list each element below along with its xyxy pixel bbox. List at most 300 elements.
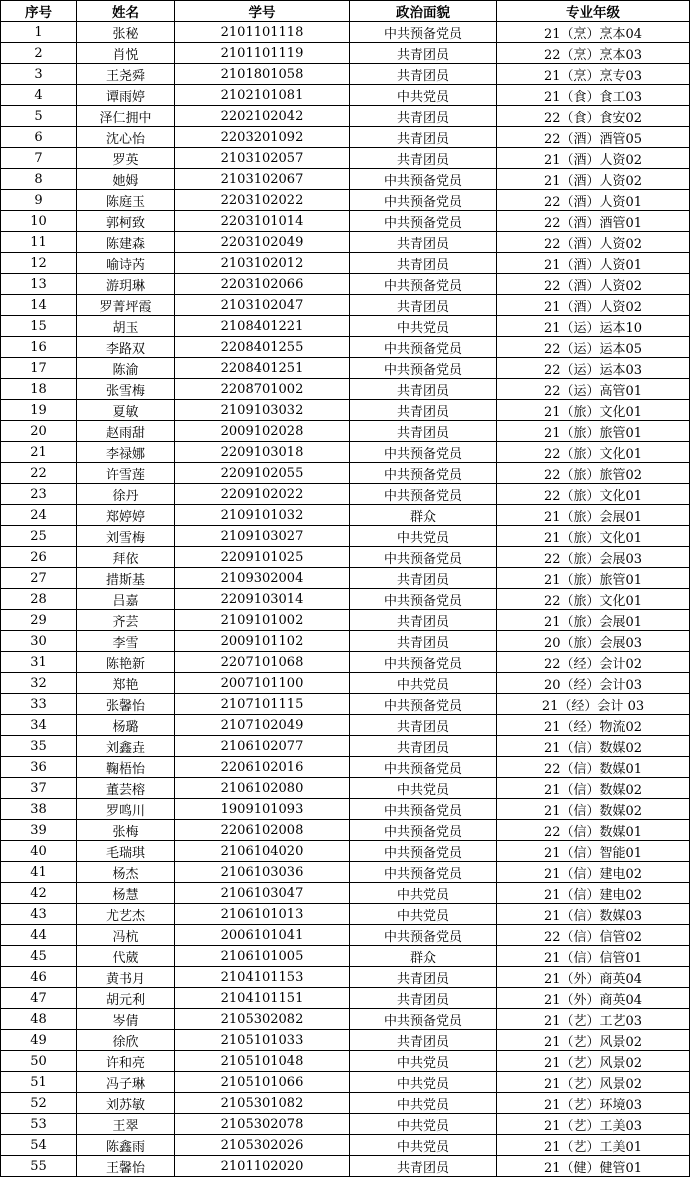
cell-student-id: 2208401255 [175,337,350,358]
cell-student-id: 2203102022 [175,190,350,211]
cell-name: 冯杭 [77,925,175,946]
table-row [1,85,690,106]
cell-name: 游玥琳 [77,274,175,295]
cell-name: 李禄娜 [77,442,175,463]
cell-name: 毛瑞琪 [77,841,175,862]
cell-index: 29 [1,610,77,631]
cell-student-id: 2101102020 [175,1156,350,1177]
cell-major-grade: 21（信）数媒02 [497,778,690,799]
cell-political-status: 共青团员 [350,631,497,652]
cell-index: 2 [1,43,77,64]
cell-student-id: 2105301082 [175,1093,350,1114]
cell-student-id: 2101101119 [175,43,350,64]
table-row [1,232,690,253]
cell-index: 3 [1,64,77,85]
cell-name: 她姆 [77,169,175,190]
cell-index: 21 [1,442,77,463]
cell-index: 4 [1,85,77,106]
cell-political-status: 中共党员 [350,526,497,547]
cell-name: 李路双 [77,337,175,358]
table-row [1,1030,690,1051]
cell-political-status: 中共预备党员 [350,484,497,505]
cell-index: 15 [1,316,77,337]
table-row [1,1156,690,1177]
cell-political-status: 共青团员 [350,64,497,85]
cell-name: 王馨怡 [77,1156,175,1177]
cell-major-grade: 21（经）会计 03 [497,694,690,715]
table-row [1,421,690,442]
cell-political-status: 中共预备党员 [350,694,497,715]
cell-index: 11 [1,232,77,253]
cell-index: 35 [1,736,77,757]
cell-index: 30 [1,631,77,652]
cell-major-grade: 22（信）数媒01 [497,820,690,841]
cell-political-status: 中共党员 [350,1051,497,1072]
cell-major-grade: 22（旅）会展03 [497,547,690,568]
table-row [1,652,690,673]
table-header [1,1,690,22]
cell-political-status: 共青团员 [350,379,497,400]
cell-political-status: 中共预备党员 [350,589,497,610]
cell-student-id: 2203201092 [175,127,350,148]
header-row [1,1,690,22]
cell-political-status: 共青团员 [350,1030,497,1051]
cell-index: 31 [1,652,77,673]
cell-major-grade: 21（信）数媒03 [497,904,690,925]
table-row [1,484,690,505]
cell-index: 40 [1,841,77,862]
cell-student-id: 2103102047 [175,295,350,316]
cell-political-status: 群众 [350,946,497,967]
cell-index: 8 [1,169,77,190]
cell-major-grade: 22（酒）人资02 [497,232,690,253]
cell-index: 55 [1,1156,77,1177]
cell-name: 郑婷婷 [77,505,175,526]
cell-name: 刘苏敏 [77,1093,175,1114]
cell-index: 16 [1,337,77,358]
cell-political-status: 共青团员 [350,127,497,148]
cell-name: 董芸榕 [77,778,175,799]
cell-student-id: 2109103032 [175,400,350,421]
table-row [1,1114,690,1135]
table-row [1,631,690,652]
cell-student-id: 2109101032 [175,505,350,526]
cell-index: 23 [1,484,77,505]
cell-student-id: 2009102028 [175,421,350,442]
table-row [1,43,690,64]
cell-student-id: 2103102057 [175,148,350,169]
cell-political-status: 中共预备党员 [350,799,497,820]
cell-index: 49 [1,1030,77,1051]
cell-political-status: 中共预备党员 [350,337,497,358]
cell-political-status: 中共预备党员 [350,190,497,211]
cell-major-grade: 21（信）建电02 [497,862,690,883]
cell-major-grade: 22（酒）人资01 [497,190,690,211]
cell-student-id: 2101801058 [175,64,350,85]
cell-major-grade: 21（艺）风景02 [497,1051,690,1072]
table-row [1,526,690,547]
cell-major-grade: 21（酒）人资01 [497,253,690,274]
cell-name: 鞠梧怡 [77,757,175,778]
cell-political-status: 中共预备党员 [350,211,497,232]
table-row [1,778,690,799]
header-student-id: 学号 [175,1,350,22]
cell-index: 45 [1,946,77,967]
cell-index: 19 [1,400,77,421]
cell-student-id: 2105302082 [175,1009,350,1030]
cell-name: 刘鑫垚 [77,736,175,757]
cell-name: 沈心怡 [77,127,175,148]
cell-major-grade: 22（烹）烹本03 [497,43,690,64]
table-row [1,883,690,904]
cell-political-status: 中共党员 [350,1135,497,1156]
cell-major-grade: 21（旅）旅管01 [497,568,690,589]
cell-student-id: 2109302004 [175,568,350,589]
cell-index: 53 [1,1114,77,1135]
cell-name: 岑倩 [77,1009,175,1030]
table-row [1,274,690,295]
cell-major-grade: 22（旅）文化01 [497,484,690,505]
cell-political-status: 共青团员 [350,988,497,1009]
cell-political-status: 群众 [350,505,497,526]
cell-student-id: 2105101066 [175,1072,350,1093]
cell-index: 12 [1,253,77,274]
cell-student-id: 2209101025 [175,547,350,568]
cell-student-id: 2103102012 [175,253,350,274]
table-row [1,841,690,862]
cell-student-id: 2106102077 [175,736,350,757]
cell-index: 20 [1,421,77,442]
table-row [1,127,690,148]
cell-student-id: 2207101068 [175,652,350,673]
cell-political-status: 中共预备党员 [350,652,497,673]
cell-student-id: 2208701002 [175,379,350,400]
cell-major-grade: 20（旅）会展03 [497,631,690,652]
cell-political-status: 共青团员 [350,568,497,589]
cell-name: 许雪莲 [77,463,175,484]
cell-index: 13 [1,274,77,295]
table-row [1,673,690,694]
cell-political-status: 中共预备党员 [350,22,497,43]
table-row [1,925,690,946]
table-row [1,946,690,967]
cell-index: 6 [1,127,77,148]
cell-major-grade: 21（旅）会展01 [497,505,690,526]
cell-student-id: 2109103027 [175,526,350,547]
cell-major-grade: 21（信）建电02 [497,883,690,904]
cell-political-status: 共青团员 [350,295,497,316]
cell-student-id: 2202102042 [175,106,350,127]
cell-major-grade: 21（经）物流02 [497,715,690,736]
cell-political-status: 中共预备党员 [350,862,497,883]
cell-student-id: 2209103018 [175,442,350,463]
cell-political-status: 中共预备党员 [350,757,497,778]
cell-name: 罗英 [77,148,175,169]
cell-major-grade: 20（经）会计03 [497,673,690,694]
cell-major-grade: 22（酒）人资02 [497,274,690,295]
table-row [1,442,690,463]
cell-name: 夏敏 [77,400,175,421]
cell-student-id: 2105302078 [175,1114,350,1135]
cell-political-status: 中共党员 [350,673,497,694]
cell-name: 胡元利 [77,988,175,1009]
cell-name: 刘雪梅 [77,526,175,547]
table-row [1,505,690,526]
cell-major-grade: 21（烹）烹本04 [497,22,690,43]
cell-name: 杨璐 [77,715,175,736]
cell-student-id: 2206102008 [175,820,350,841]
cell-political-status: 共青团员 [350,421,497,442]
cell-major-grade: 21（酒）人资02 [497,169,690,190]
table-row [1,169,690,190]
cell-name: 郑艳 [77,673,175,694]
cell-major-grade: 21（旅）会展01 [497,610,690,631]
table-body [1,22,690,1177]
cell-index: 33 [1,694,77,715]
cell-political-status: 中共党员 [350,1093,497,1114]
cell-major-grade: 21（健）健管01 [497,1156,690,1177]
cell-student-id: 2209102055 [175,463,350,484]
cell-name: 陈建森 [77,232,175,253]
cell-name: 喻诗芮 [77,253,175,274]
cell-index: 28 [1,589,77,610]
table-row [1,64,690,85]
cell-name: 张秘 [77,22,175,43]
cell-student-id: 2106101013 [175,904,350,925]
cell-index: 25 [1,526,77,547]
cell-name: 谭雨婷 [77,85,175,106]
cell-political-status: 中共预备党员 [350,841,497,862]
cell-major-grade: 21（艺）工美03 [497,1114,690,1135]
cell-name: 罗菁坪霞 [77,295,175,316]
table-row [1,988,690,1009]
cell-student-id: 2105302026 [175,1135,350,1156]
cell-index: 18 [1,379,77,400]
cell-name: 黄书月 [77,967,175,988]
cell-name: 代葳 [77,946,175,967]
cell-political-status: 共青团员 [350,715,497,736]
table-row [1,589,690,610]
table-row [1,568,690,589]
cell-major-grade: 21（艺）工艺03 [497,1009,690,1030]
cell-name: 许和亮 [77,1051,175,1072]
cell-student-id: 2109101002 [175,610,350,631]
cell-index: 43 [1,904,77,925]
cell-index: 52 [1,1093,77,1114]
cell-name: 肖悦 [77,43,175,64]
cell-student-id: 2105101048 [175,1051,350,1072]
cell-political-status: 中共预备党员 [350,274,497,295]
cell-major-grade: 22（旅）旅管02 [497,463,690,484]
cell-name: 罗鸣川 [77,799,175,820]
table-row [1,736,690,757]
cell-index: 39 [1,820,77,841]
table-row [1,106,690,127]
cell-major-grade: 21（运）运本10 [497,316,690,337]
cell-index: 47 [1,988,77,1009]
cell-name: 王尧舜 [77,64,175,85]
cell-student-id: 2102101081 [175,85,350,106]
table-row [1,1051,690,1072]
cell-student-id: 2106101005 [175,946,350,967]
cell-name: 泽仁拥中 [77,106,175,127]
cell-index: 46 [1,967,77,988]
cell-index: 10 [1,211,77,232]
cell-student-id: 2106104020 [175,841,350,862]
cell-major-grade: 22（运）高管01 [497,379,690,400]
cell-student-id: 2203102049 [175,232,350,253]
cell-major-grade: 21（外）商英04 [497,988,690,1009]
cell-student-id: 2104101151 [175,988,350,1009]
cell-student-id: 2209102022 [175,484,350,505]
table-row [1,148,690,169]
cell-student-id: 2206102016 [175,757,350,778]
cell-name: 徐欣 [77,1030,175,1051]
cell-index: 22 [1,463,77,484]
cell-student-id: 2106102080 [175,778,350,799]
cell-name: 杨慧 [77,883,175,904]
cell-name: 陈渝 [77,358,175,379]
cell-political-status: 中共党员 [350,904,497,925]
table-row [1,22,690,43]
cell-political-status: 中共预备党员 [350,463,497,484]
cell-major-grade: 21（外）商英04 [497,967,690,988]
cell-major-grade: 22（经）会计02 [497,652,690,673]
cell-major-grade: 21（信）数媒02 [497,799,690,820]
cell-index: 54 [1,1135,77,1156]
cell-political-status: 共青团员 [350,148,497,169]
cell-index: 37 [1,778,77,799]
cell-index: 7 [1,148,77,169]
cell-political-status: 共青团员 [350,1156,497,1177]
cell-index: 26 [1,547,77,568]
cell-political-status: 中共党员 [350,85,497,106]
cell-index: 1 [1,22,77,43]
table-row [1,967,690,988]
cell-index: 24 [1,505,77,526]
header-major-grade: 专业年级 [497,1,690,22]
cell-political-status: 中共党员 [350,1072,497,1093]
cell-name: 杨杰 [77,862,175,883]
cell-name: 冯子琳 [77,1072,175,1093]
table-row [1,400,690,421]
header-political-status: 政治面貌 [350,1,497,22]
cell-student-id: 2108401221 [175,316,350,337]
cell-political-status: 中共党员 [350,883,497,904]
cell-major-grade: 21（旅）文化01 [497,400,690,421]
cell-student-id: 2101101118 [175,22,350,43]
table-row [1,253,690,274]
cell-political-status: 共青团员 [350,400,497,421]
table-row [1,757,690,778]
cell-student-id: 2006101041 [175,925,350,946]
cell-political-status: 中共预备党员 [350,1009,497,1030]
table-row [1,694,690,715]
cell-student-id: 2104101153 [175,967,350,988]
cell-student-id: 2107101115 [175,694,350,715]
cell-major-grade: 22（旅）文化01 [497,442,690,463]
cell-major-grade: 22（运）运本05 [497,337,690,358]
cell-name: 齐芸 [77,610,175,631]
cell-name: 尤艺杰 [77,904,175,925]
cell-political-status: 中共预备党员 [350,547,497,568]
cell-major-grade: 21（信）智能01 [497,841,690,862]
cell-major-grade: 22（食）食安02 [497,106,690,127]
cell-major-grade: 21（烹）烹专03 [497,64,690,85]
table-row [1,799,690,820]
cell-index: 32 [1,673,77,694]
cell-index: 44 [1,925,77,946]
cell-major-grade: 21（信）信管01 [497,946,690,967]
cell-major-grade: 22（酒）酒管01 [497,211,690,232]
cell-major-grade: 21（旅）旅管01 [497,421,690,442]
cell-political-status: 共青团员 [350,253,497,274]
table-row [1,295,690,316]
cell-name: 徐丹 [77,484,175,505]
table-row [1,379,690,400]
cell-student-id: 2203101014 [175,211,350,232]
table-row [1,904,690,925]
cell-index: 42 [1,883,77,904]
cell-political-status: 共青团员 [350,232,497,253]
table-row [1,358,690,379]
cell-student-id: 2007101100 [175,673,350,694]
cell-index: 34 [1,715,77,736]
cell-name: 赵雨甜 [77,421,175,442]
cell-political-status: 共青团员 [350,610,497,631]
cell-name: 郭柯致 [77,211,175,232]
cell-major-grade: 22（运）运本03 [497,358,690,379]
cell-political-status: 共青团员 [350,43,497,64]
table-row [1,1072,690,1093]
table-row [1,190,690,211]
table-row [1,1009,690,1030]
cell-name: 陈鑫雨 [77,1135,175,1156]
cell-index: 5 [1,106,77,127]
cell-major-grade: 21（酒）人资02 [497,148,690,169]
cell-index: 9 [1,190,77,211]
cell-student-id: 2208401251 [175,358,350,379]
cell-name: 陈庭玉 [77,190,175,211]
cell-political-status: 中共党员 [350,778,497,799]
cell-name: 措斯基 [77,568,175,589]
cell-index: 14 [1,295,77,316]
table-row [1,316,690,337]
cell-political-status: 中共预备党员 [350,358,497,379]
cell-name: 张馨怡 [77,694,175,715]
cell-index: 36 [1,757,77,778]
cell-major-grade: 22（旅）文化01 [497,589,690,610]
cell-political-status: 中共预备党员 [350,442,497,463]
cell-student-id: 2209103014 [175,589,350,610]
cell-name: 吕嘉 [77,589,175,610]
cell-major-grade: 21（酒）人资02 [497,295,690,316]
cell-political-status: 中共党员 [350,1114,497,1135]
cell-index: 50 [1,1051,77,1072]
table-row [1,862,690,883]
cell-student-id: 2105101033 [175,1030,350,1051]
cell-index: 38 [1,799,77,820]
cell-major-grade: 21（艺）环境03 [497,1093,690,1114]
cell-political-status: 共青团员 [350,736,497,757]
cell-index: 51 [1,1072,77,1093]
cell-student-id: 2103102067 [175,169,350,190]
cell-political-status: 中共预备党员 [350,820,497,841]
cell-political-status: 共青团员 [350,967,497,988]
cell-student-id: 2009101102 [175,631,350,652]
cell-major-grade: 21（艺）风景02 [497,1030,690,1051]
cell-major-grade: 21（艺）风景02 [497,1072,690,1093]
